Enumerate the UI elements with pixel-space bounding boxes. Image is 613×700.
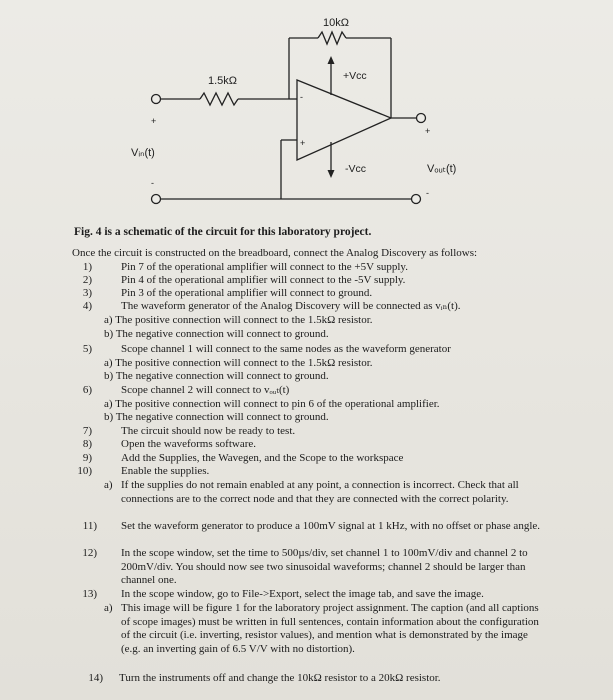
step-text: The circuit should now be ready to test.: [121, 425, 296, 437]
vin-plus-sign: +: [151, 116, 157, 126]
step-text: Turn the instruments off and change the 10kΩ resistor to a 20kΩ resistor.: [119, 672, 441, 684]
vcc-minus-arrow: [328, 170, 335, 178]
step-text: Pin 7 of the operational amplifier will connect to the +5V supply.: [121, 261, 408, 273]
sub-item: b) The negative connection will connect to ground.: [104, 411, 329, 423]
step-text: In the scope window, set the time to 500µs/div, set channel 1 to 100mV/div and channel 2 to 200mV/div. You should now see two sinusoidal waveforms; channel 2 should be larger than channel one.: [121, 547, 528, 586]
feedback-resistor-label: 10kΩ: [323, 17, 349, 29]
step-text: Scope channel 1 will connect to the same nodes as the waveform generator: [121, 343, 451, 355]
step-number: 11): [82, 520, 97, 532]
step-text: Add the Supplies, the Wavegen, and the Scope to the workspace: [121, 452, 404, 464]
opamp-triangle: [297, 80, 391, 160]
sub-item: a) The positive connection will connect to pin 6 of the operational amplifier.: [104, 398, 440, 410]
sub-item-text: If the supplies do not remain enabled at any point, a connection is incorrect. Check that all connections are to the correct node and that they are connected with the correct polarity.: [121, 479, 519, 505]
step-text: The waveform generator of the Analog Discovery will be connected as vᵢₙ(t).: [121, 300, 461, 312]
step-text: Pin 3 of the operational amplifier will connect to ground.: [121, 287, 373, 299]
sub-item: a) The positive connection will connect to the 1.5kΩ resistor.: [104, 314, 373, 326]
figure-caption: Fig. 4 is a schematic of the circuit for this laboratory project.: [74, 226, 372, 238]
step-text: Enable the supplies.: [121, 465, 210, 477]
step-text: Set the waveform generator to produce a 100mV signal at 1 kHz, with no offset or phase angle.: [121, 520, 541, 532]
input-resistor-label: 1.5kΩ: [208, 75, 238, 87]
step-number: 5): [82, 343, 92, 355]
opamp-noninverting-sign: +: [300, 138, 306, 148]
step-number: 6): [82, 384, 92, 396]
vout-minus-sign: -: [426, 188, 429, 198]
step-text: In the scope window, go to File->Export, select the image tab, and save the image.: [121, 588, 484, 600]
opamp-inverting-sign: -: [300, 92, 303, 102]
step-number: 10): [77, 465, 92, 477]
feedback-resistor-zigzag: [318, 32, 346, 44]
vcc-minus-label: -Vcc: [345, 163, 366, 175]
sub-item-label: a): [104, 479, 113, 491]
sub-item: b) The negative connection will connect to ground.: [104, 370, 329, 382]
step-text: Open the waveforms software.: [121, 438, 257, 450]
sub-item: a) The positive connection will connect to the 1.5kΩ resistor.: [104, 357, 373, 369]
step-number: 7): [82, 425, 92, 437]
vout-plus-sign: +: [425, 126, 431, 136]
vin-minus-terminal: [152, 195, 161, 204]
step-number: 1): [82, 261, 92, 273]
step-number: 2): [82, 274, 92, 286]
step-number: 13): [82, 588, 97, 600]
vin-plus-terminal: [152, 95, 161, 104]
vout-plus-terminal: [417, 114, 426, 123]
sub-item: b) The negative connection will connect to ground.: [104, 328, 329, 340]
vcc-plus-label: +Vcc: [343, 70, 367, 82]
sub-item-text: This image will be figure 1 for the laboratory project assignment. The caption (and all captions of scope images) must be written in full sentences, contain information about the configuration of the circuit (i.e. inverting, resistor values), and mention what is demonstrated by the image (e.g. an inverting gain of 6.5 V/V with no distortion).: [121, 602, 539, 655]
vin-label: Vᵢₙ(t): [131, 147, 155, 159]
opamp-inverting-schematic: [0, 0, 613, 225]
step-text: Pin 4 of the operational amplifier will connect to the -5V supply.: [121, 274, 406, 286]
step-number: 14): [88, 672, 103, 684]
step-number: 3): [82, 287, 92, 299]
step-number: 9): [82, 452, 92, 464]
input-resistor-zigzag: [200, 93, 238, 105]
step-text: Scope channel 2 will connect to vₒᵤₜ(t): [121, 384, 290, 396]
step-number: 12): [82, 547, 97, 559]
intro-text: Once the circuit is constructed on the breadboard, connect the Analog Discovery as follows:: [72, 247, 478, 259]
sub-item-label: a): [104, 602, 113, 614]
step-number: 4): [82, 300, 92, 312]
vin-minus-sign: -: [151, 178, 154, 188]
vout-label: Vₒᵤₜ(t): [427, 163, 457, 175]
step-number: 8): [82, 438, 92, 450]
vout-minus-terminal: [412, 195, 421, 204]
vcc-plus-arrow: [328, 56, 335, 64]
